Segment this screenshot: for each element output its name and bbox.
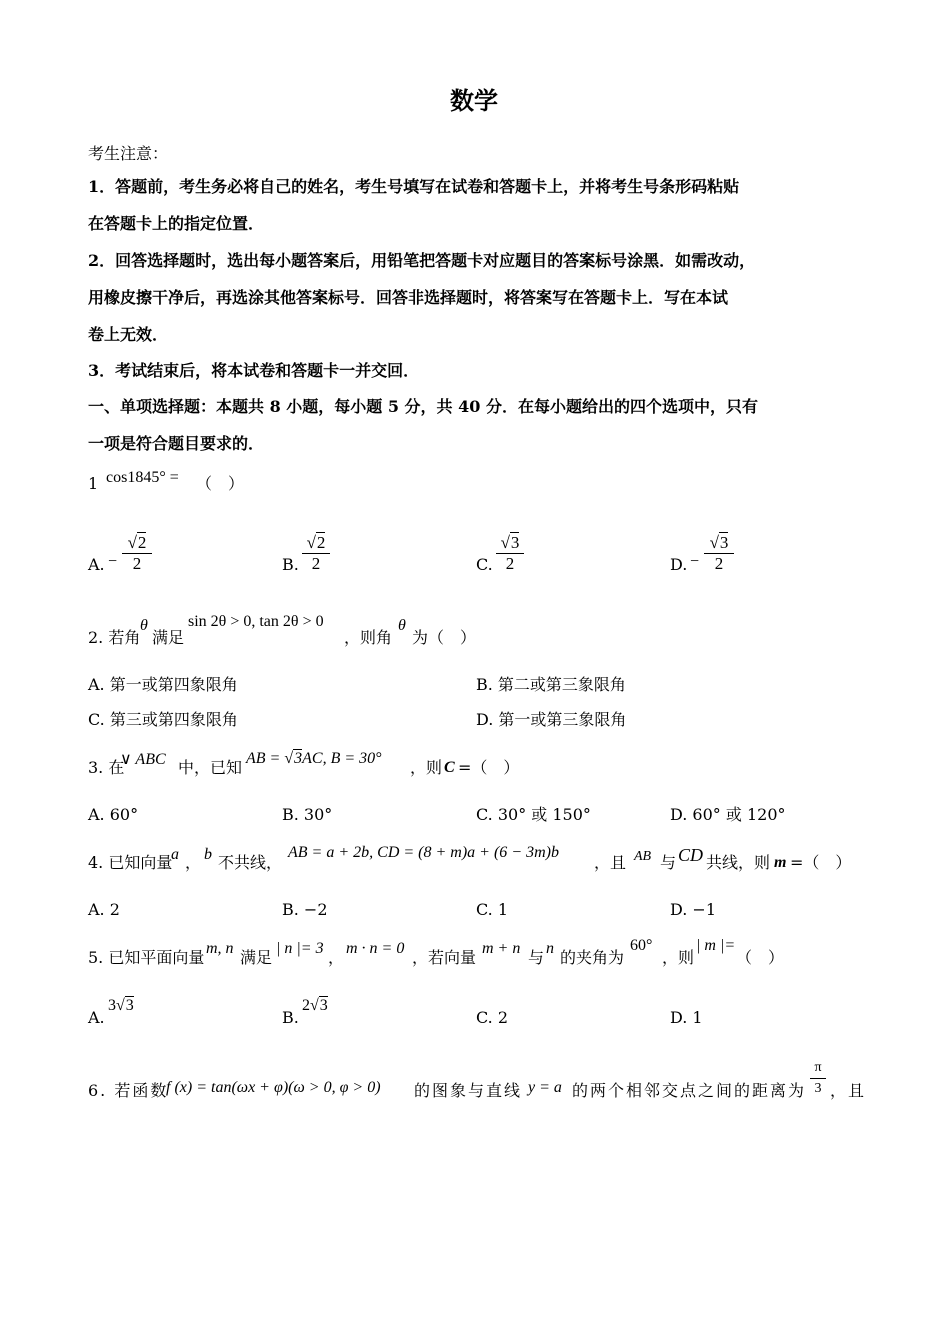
q4-option-c: C. 1	[476, 900, 509, 919]
q5-mid-2: ，若向量	[412, 948, 477, 967]
q2-option-d: D. 第一或第三象限角	[476, 710, 627, 729]
q1-paren: （ ）	[196, 474, 245, 493]
q3-option-a: A. 60°	[88, 805, 139, 824]
q5-comma: ，	[328, 948, 345, 967]
q3-variable: C	[444, 759, 455, 776]
q4-variable: m	[774, 854, 787, 871]
q6-suffix: ，且	[830, 1081, 867, 1100]
q1-option-d-denominator: 2	[704, 553, 734, 574]
notice-item-2-line-3: 卷上无效．	[88, 325, 169, 344]
q2-theta: θ	[140, 617, 148, 634]
q4-expression: AB = a + 2b, CD = (8 + m)a + (6 − 3m)b	[288, 844, 559, 861]
q3-option-d: D. 60° 或 120°	[670, 805, 786, 824]
q1-option-c-numerator: 3	[510, 533, 520, 552]
q2-condition: sin 2θ > 0, tan 2θ > 0	[188, 613, 324, 630]
q3-triangle: ∨ ABC	[120, 751, 166, 768]
q1-option-d-label: D.	[670, 555, 688, 574]
q3-prefix: 3. 在	[88, 758, 125, 777]
q1-expression: cos1845° =	[106, 469, 179, 486]
q2-suffix-2: 为（ ）	[412, 628, 477, 647]
q1-option-a-label: A.	[88, 555, 105, 574]
q4-vector-b: b	[204, 846, 212, 863]
q4-vector-cd: CD	[678, 845, 704, 865]
page-title: 数学	[450, 86, 498, 115]
q4-vector-ab: AB	[634, 849, 652, 864]
q3-option-b: B. 30°	[282, 805, 333, 824]
notice-item-3: 3．考试结束后，将本试卷和答题卡一并交回．	[88, 361, 420, 380]
q1-option-d-sign: −	[690, 553, 700, 570]
q6-line: y = a	[528, 1079, 562, 1096]
q1-option-b-numerator: 2	[316, 533, 326, 552]
q1-option-b-denominator: 2	[302, 553, 330, 574]
q1-option-a-sign: −	[108, 553, 118, 570]
notice-item-1-line-1: 1．答题前，考生务必将自己的姓名，考生号填写在试卷和答题卡上，并将考生号条形码粘贴	[88, 177, 740, 196]
q4-mid: 不共线，	[218, 853, 283, 872]
q4-option-b: B. −2	[282, 900, 328, 919]
notice-item-1-line-2: 在答题卡上的指定位置．	[88, 214, 265, 233]
q1-option-a-numerator: 2	[137, 533, 147, 552]
q5-mid: 满足	[240, 948, 273, 967]
q5-option-c: C. 2	[476, 1008, 509, 1027]
q2-prefix: 2. 若角	[88, 628, 141, 647]
q1-option-c-fraction: $\frac{√3}{2}$	[496, 533, 524, 574]
q5-option-b-label: B.	[282, 1008, 299, 1027]
q5-mid-4: ，则	[662, 948, 695, 967]
q6-fraction-denominator: 3	[810, 1078, 826, 1099]
q5-option-b-radicand: 3	[319, 997, 328, 1014]
q2-theta-2: θ	[398, 617, 406, 634]
q5-prefix: 5. 已知平面向量	[88, 948, 205, 967]
q5-condition-2: m · n = 0	[346, 940, 405, 957]
q4-option-a: A. 2	[88, 900, 120, 919]
q6-fraction-numerator: π	[814, 1060, 822, 1075]
q2-mid: 满足	[152, 628, 185, 647]
q1-option-a-denominator: 2	[122, 553, 152, 574]
q2-option-c: C. 第三或第四象限角	[88, 710, 238, 729]
q1-option-b-label: B.	[282, 555, 299, 574]
q3-condition: AB = √3AC, B = 30°	[246, 750, 382, 767]
q2-option-b: B. 第二或第三象限角	[476, 675, 626, 694]
section-heading-line-2: 一项是符合题目要求的．	[88, 434, 265, 453]
q3-condition-radicand: 3	[294, 750, 303, 767]
q5-option-b-coef: 2	[302, 997, 310, 1014]
q5-option-b-value: 2√3	[302, 997, 328, 1014]
q5-paren: （ ）	[736, 948, 785, 967]
q6-fraction	[810, 1058, 826, 1099]
q6-prefix: 6. 若函数	[88, 1081, 169, 1100]
q3-suffix-2: =（ ）	[458, 758, 520, 777]
q4-comma: ，	[185, 853, 202, 872]
q5-condition-1: | n |= 3	[276, 940, 324, 957]
q1-option-a-fraction: $\frac{√2}{2}$	[122, 533, 152, 574]
q2-option-a: A. 第一或第四象限角	[88, 675, 238, 694]
q1-option-d-numerator: 3	[719, 533, 729, 552]
q3-mid: 中，已知	[178, 758, 243, 777]
q5-with: 与	[528, 948, 545, 967]
section-heading-line-1: 一、单项选择题：本题共 8 小题，每小题 5 分，共 40 分．在每小题给出的四个选项中，只有	[88, 397, 758, 416]
q2-suffix-1: ，则角	[344, 628, 393, 647]
q4-suffix-3: =（ ）	[790, 853, 852, 872]
q3-condition-a: AB =	[246, 750, 285, 767]
q4-option-d: D. −1	[670, 900, 717, 919]
notice-item-2-line-2: 用橡皮擦干净后，再选涂其他答案标号．回答非选择题时，将答案写在答题卡上．写在本试	[88, 288, 729, 307]
q5-option-a-value: 3√3	[108, 997, 134, 1014]
notice-heading: 考生注意：	[88, 144, 169, 163]
q5-option-a-label: A.	[88, 1008, 105, 1027]
q6-mid: 的图象与直线	[414, 1081, 523, 1100]
q1-option-d-fraction: $\frac{√3}{2}$	[704, 533, 734, 574]
q1-option-c-label: C.	[476, 555, 493, 574]
q4-suffix-1: ，且	[594, 853, 627, 872]
q5-option-a-radicand: 3	[125, 997, 134, 1014]
q6-function: f (x) = tan(ωx + φ)(ω > 0, φ > 0)	[166, 1079, 381, 1096]
q5-vectors: m, n	[206, 940, 234, 957]
q5-option-a-coef: 3	[108, 997, 116, 1014]
q5-angle: 60°	[630, 937, 653, 954]
q1-number: 1	[88, 474, 99, 493]
q1-option-b-fraction: $\frac{√2}{2}$	[302, 533, 330, 574]
q3-option-c: C. 30° 或 150°	[476, 805, 591, 824]
q5-option-d: D. 1	[670, 1008, 703, 1027]
q5-sum: m + n	[482, 940, 521, 957]
q4-with: 与	[660, 853, 677, 872]
q5-ask: | m |=	[696, 937, 736, 954]
q3-suffix: ，则	[410, 758, 443, 777]
q5-mid-3: 的夹角为	[560, 948, 625, 967]
q1-option-c-denominator: 2	[496, 553, 524, 574]
q4-prefix: 4. 已知向量	[88, 853, 173, 872]
q4-suffix-2: 共线，则	[706, 853, 771, 872]
q5-vector-n: n	[546, 940, 554, 957]
q4-vector-a: a	[171, 846, 179, 863]
notice-item-2-line-1: 2．回答选择题时，选出每小题答案后，用铅笔把答题卡对应题目的答案标号涂黑．如需改动，	[88, 251, 756, 270]
q6-mid-2: 的两个相邻交点之间的距离为	[572, 1081, 807, 1100]
q3-condition-b: AC, B = 30°	[302, 750, 382, 767]
